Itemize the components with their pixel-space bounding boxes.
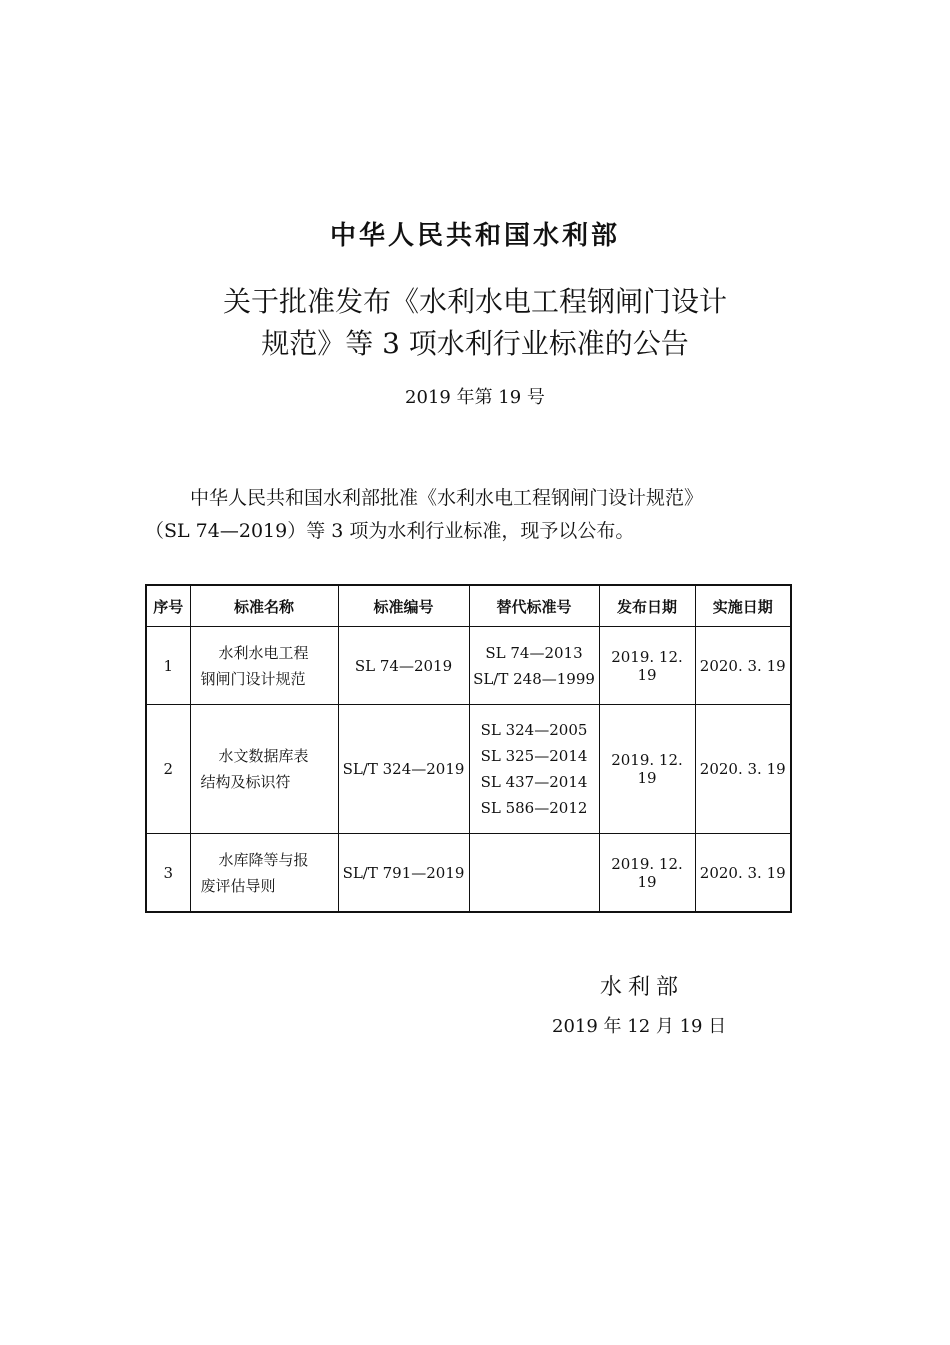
replaced-code: SL 586—2012 [480, 799, 588, 817]
issue-number: 2019 年第 19 号 [405, 387, 545, 408]
cell-effective: 2020. 3. 19 [695, 627, 791, 705]
signature-date: 2019 年 12 月 19 日 [552, 1016, 727, 1037]
table-row [146, 834, 791, 913]
cell-name-line-2: 钢闸门设计规范 [200, 669, 306, 688]
table-row [146, 705, 791, 834]
body-text-line-1: 中华人民共和国水利部批准《水利水电工程钢闸门设计规范》 [190, 487, 704, 509]
header-cell-no: 序号 [146, 585, 190, 627]
issuing-organization: 中华人民共和国水利部 [329, 221, 620, 251]
header-cell-effective: 实施日期 [695, 585, 791, 627]
table-header-row [146, 585, 791, 627]
cell-effective: 2020. 3. 19 [695, 705, 791, 834]
signature: 水利部 [600, 975, 685, 1000]
cell-replaced [469, 834, 599, 913]
cell-name-line-2: 废评估导则 [200, 876, 276, 895]
header-cell-name: 标准名称 [190, 585, 338, 627]
cell-published: 2019. 12. 19 [599, 627, 695, 705]
cell-name [190, 834, 338, 913]
cell-name-line-2: 结构及标识符 [200, 773, 291, 791]
replaced-code: SL 437—2014 [480, 773, 588, 791]
standards-table [145, 584, 792, 913]
body-text-line-2: （SL 74—2019）等 3 项为水利行业标准，现予以公布。 [145, 520, 635, 542]
header-cell-published: 发布日期 [599, 585, 695, 627]
cell-name-line-1: 水文数据库表 [218, 747, 309, 765]
announcement-title-line-2: 规范》等 3 项水利行业标准的公告 [261, 327, 689, 360]
cell-name [190, 705, 338, 834]
announcement-title-line-1: 关于批准发布《水利水电工程钢闸门设计 [222, 285, 727, 318]
header-cell-code: 标准编号 [338, 585, 469, 627]
cell-code: SL/T 791—2019 [338, 834, 469, 913]
cell-no: 1 [146, 627, 190, 705]
cell-replaced [469, 705, 599, 834]
replaced-code: SL 74—2013 [485, 643, 583, 662]
cell-code: SL 74—2019 [338, 627, 469, 705]
cell-name-line-1: 水库降等与报 [218, 850, 309, 869]
cell-no: 3 [146, 834, 190, 913]
replaced-code: SL 325—2014 [480, 747, 588, 765]
cell-published: 2019. 12. 19 [599, 834, 695, 913]
cell-name-line-1: 水利水电工程 [218, 643, 309, 662]
replaced-code: SL/T 248—1999 [473, 669, 595, 688]
cell-name [190, 627, 338, 705]
cell-no: 2 [146, 705, 190, 834]
cell-code: SL/T 324—2019 [338, 705, 469, 834]
cell-replaced [469, 627, 599, 705]
cell-effective: 2020. 3. 19 [695, 834, 791, 913]
table-row [146, 627, 791, 705]
cell-published: 2019. 12. 19 [599, 705, 695, 834]
replaced-code: SL 324—2005 [480, 721, 588, 739]
header-cell-replaced: 替代标准号 [469, 585, 599, 627]
